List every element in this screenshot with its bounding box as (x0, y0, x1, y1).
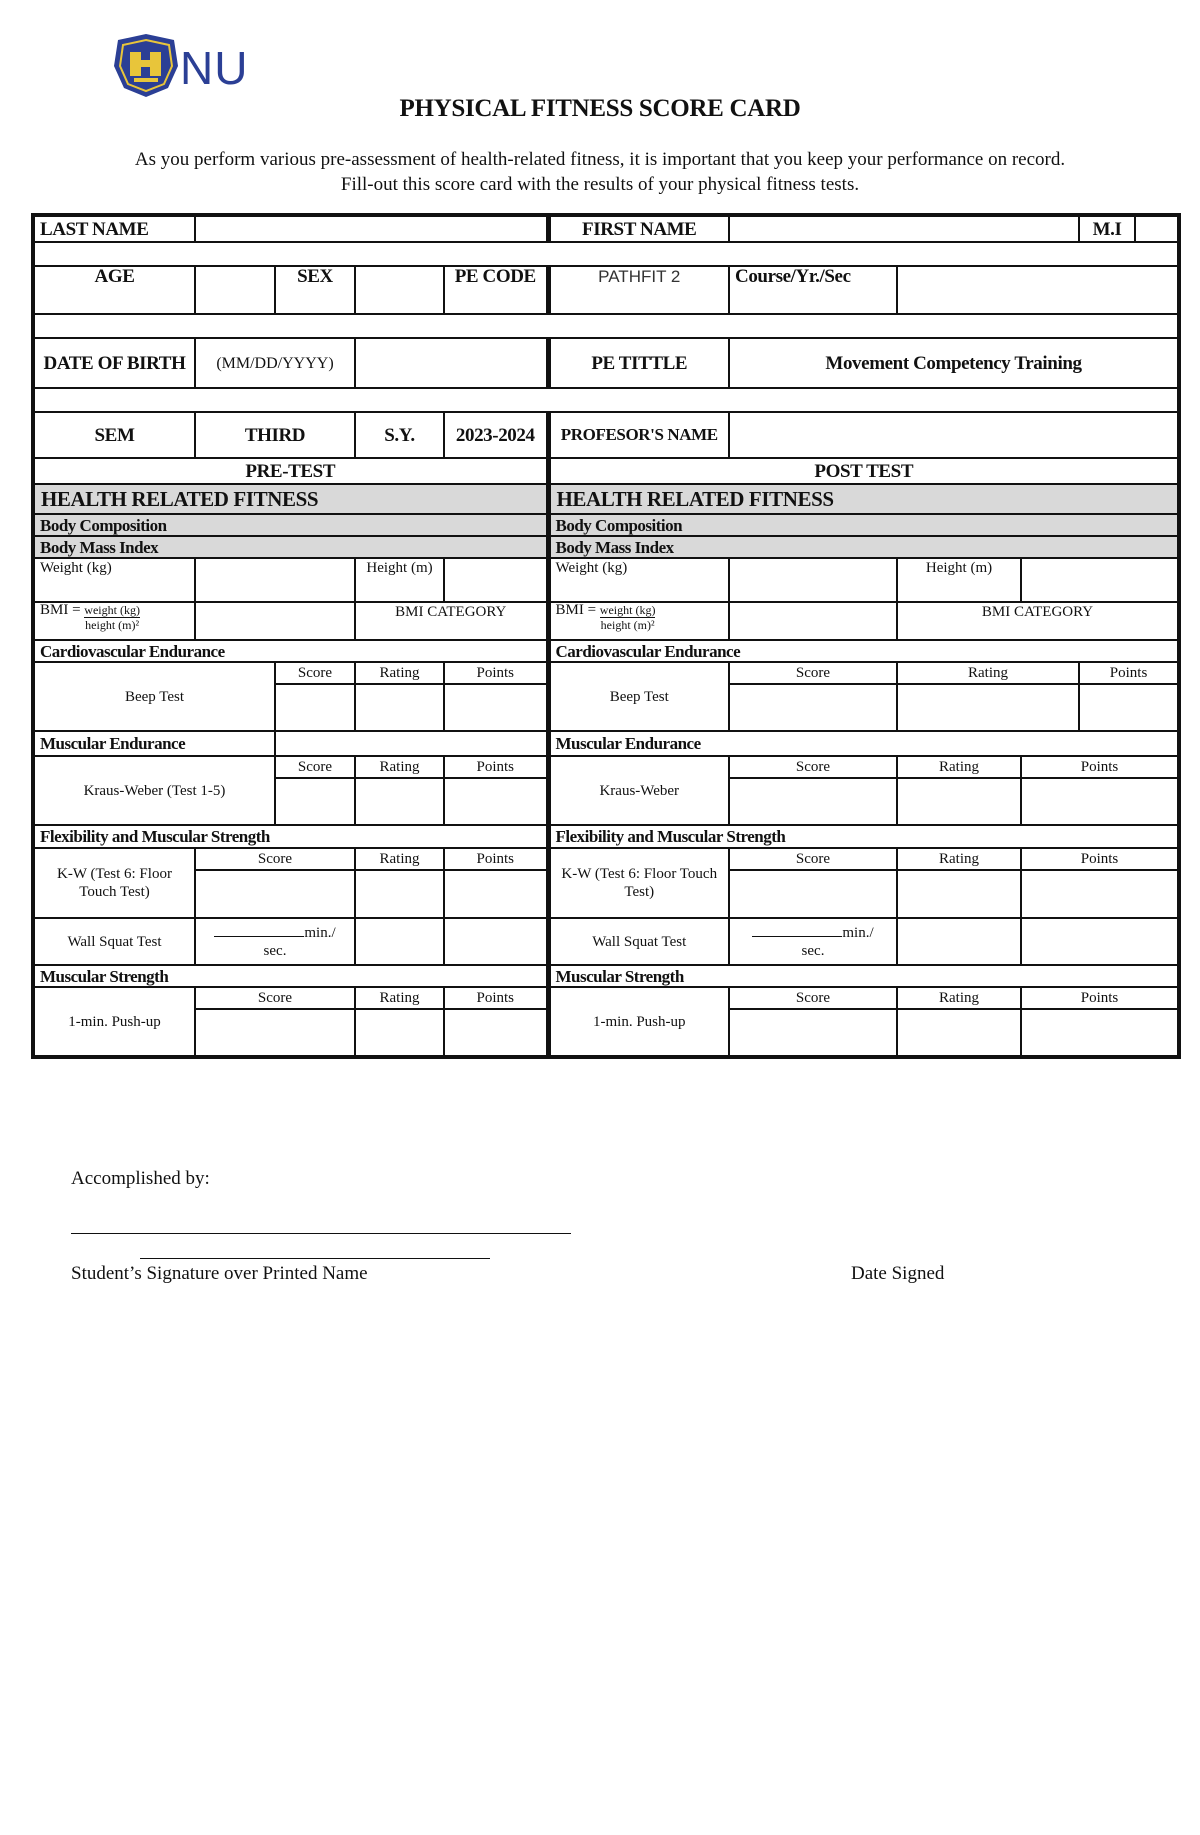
muscular-strength-heading-post: Muscular Strength (548, 965, 1179, 987)
rating-header: Rating (897, 987, 1021, 1009)
wall-squat-label-post: Wall Squat Test (548, 918, 729, 965)
last-name-label: LAST NAME (33, 215, 195, 242)
rating-header: Rating (355, 662, 444, 684)
kraus-weber-label-pre: Kraus-Weber (Test 1-5) (33, 756, 275, 825)
wall-squat-points-post[interactable] (1021, 918, 1179, 965)
dob-format[interactable]: (MM/DD/YYYY) (195, 338, 355, 388)
muscular-strength-heading-pre: Muscular Strength (33, 965, 548, 987)
blank-line (752, 923, 842, 937)
wall-squat-rating-post[interactable] (897, 918, 1021, 965)
professor-field[interactable] (729, 412, 1179, 458)
beep-points-post[interactable] (1079, 684, 1179, 731)
spacer-row (33, 314, 1179, 338)
health-heading-pre: HEALTH RELATED FITNESS (33, 484, 548, 514)
sy-label: S.Y. (355, 412, 444, 458)
weight-label-pre: Weight (kg) (33, 558, 195, 602)
accomplished-by-label: Accomplished by: (71, 1168, 210, 1189)
score-header: Score (729, 756, 897, 778)
mi-label: M.I (1079, 215, 1135, 242)
pe-code-label: PE CODE (444, 266, 548, 314)
logo-text: NU (180, 42, 249, 94)
age-field[interactable] (195, 266, 275, 314)
push-up-label-pre: 1-min. Push-up (33, 987, 195, 1057)
points-header: Points (1079, 662, 1179, 684)
push-up-score-pre[interactable] (195, 1009, 355, 1057)
pe-title-value: Movement Competency Training (729, 338, 1179, 388)
kw-rating-post[interactable] (897, 778, 1021, 825)
beep-points-pre[interactable] (444, 684, 548, 731)
bmi-field-post[interactable] (729, 602, 897, 640)
points-header: Points (1021, 987, 1179, 1009)
weight-field-pre[interactable] (195, 558, 355, 602)
sec-unit: sec. (801, 943, 825, 959)
course-field[interactable] (897, 266, 1179, 314)
score-header: Score (729, 662, 897, 684)
last-name-field[interactable] (195, 215, 548, 242)
push-up-rating-post[interactable] (897, 1009, 1021, 1057)
flexibility-heading-post: Flexibility and Muscular Strength (548, 825, 1179, 848)
beep-test-label-pre: Beep Test (33, 662, 275, 731)
kw-score-post[interactable] (729, 778, 897, 825)
points-header: Points (444, 662, 548, 684)
height-label-pre: Height (m) (355, 558, 444, 602)
pre-test-heading: PRE-TEST (33, 458, 548, 484)
floor-rating-post[interactable] (897, 870, 1021, 918)
height-field-post[interactable] (1021, 558, 1179, 602)
signature-label: Student’s Signature over Printed Name (71, 1263, 368, 1284)
pe-code-value: PATHFIT 2 (548, 266, 729, 314)
beep-score-post[interactable] (729, 684, 897, 731)
spacer-row (33, 242, 1179, 266)
page-title: PHYSICAL FITNESS SCORE CARD (399, 95, 801, 122)
first-name-field[interactable] (729, 215, 1079, 242)
kw-points-post[interactable] (1021, 778, 1179, 825)
spacer-cell (275, 731, 548, 756)
wall-squat-score-post[interactable] (729, 918, 897, 965)
sec-unit: sec. (263, 943, 287, 959)
min-unit: min./ (842, 925, 874, 941)
push-up-points-pre[interactable] (444, 1009, 548, 1057)
spacer-row (33, 388, 1179, 412)
rating-header: Rating (355, 756, 444, 778)
blank-line (214, 923, 304, 937)
push-up-score-post[interactable] (729, 1009, 897, 1057)
signature-line[interactable] (71, 1233, 571, 1234)
wall-squat-points-pre[interactable] (444, 918, 548, 965)
score-header: Score (275, 756, 355, 778)
sex-field[interactable] (355, 266, 444, 314)
wall-squat-label-pre: Wall Squat Test (33, 918, 195, 965)
bmi-heading-post: Body Mass Index (548, 536, 1179, 558)
score-header: Score (729, 987, 897, 1009)
kw-floor-label-pre: K-W (Test 6: Floor Touch Test) (33, 848, 195, 918)
rating-header: Rating (897, 756, 1021, 778)
cardio-heading-post: Cardiovascular Endurance (548, 640, 1179, 662)
score-header: Score (195, 987, 355, 1009)
beep-test-label-post: Beep Test (548, 662, 729, 731)
sem-value: THIRD (195, 412, 355, 458)
points-header: Points (1021, 756, 1179, 778)
points-header: Points (1021, 848, 1179, 870)
sem-label: SEM (33, 412, 195, 458)
sy-value: 2023-2024 (444, 412, 548, 458)
body-comp-pre: Body Composition (33, 514, 548, 536)
floor-points-pre[interactable] (444, 870, 548, 918)
push-up-points-post[interactable] (1021, 1009, 1179, 1057)
signature-line-secondary (140, 1258, 490, 1259)
bmi-heading-pre: Body Mass Index (33, 536, 548, 558)
age-label: AGE (33, 266, 195, 314)
rating-header: Rating (355, 987, 444, 1009)
professor-label: PROFESOR'S NAME (548, 412, 729, 458)
bmi-category-pre: BMI CATEGORY (355, 602, 548, 640)
wall-squat-rating-pre[interactable] (355, 918, 444, 965)
height-field-pre[interactable] (444, 558, 548, 602)
kw-floor-label-post: K-W (Test 6: Floor Touch Test) (548, 848, 729, 918)
push-up-rating-pre[interactable] (355, 1009, 444, 1057)
floor-score-pre[interactable] (195, 870, 355, 918)
floor-score-post[interactable] (729, 870, 897, 918)
score-card-table (31, 213, 1181, 1059)
dob-field[interactable] (355, 338, 548, 388)
muscular-endurance-heading-post: Muscular Endurance (548, 731, 1179, 756)
bmi-field-pre[interactable] (195, 602, 355, 640)
bmi-denominator: height (m)² (600, 618, 655, 632)
bmi-denominator: height (m)² (85, 618, 140, 632)
course-label: Course/Yr./Sec (729, 266, 897, 314)
bmi-category-post: BMI CATEGORY (897, 602, 1179, 640)
body-comp-post: Body Composition (548, 514, 1179, 536)
rating-header: Rating (897, 848, 1021, 870)
points-header: Points (444, 987, 548, 1009)
floor-points-post[interactable] (1021, 870, 1179, 918)
date-signed-label: Date Signed (851, 1263, 945, 1284)
bmi-numerator: weight (kg) (84, 603, 140, 617)
post-test-heading: POST TEST (548, 458, 1179, 484)
dob-label: DATE OF BIRTH (33, 338, 195, 388)
beep-rating-pre[interactable] (355, 684, 444, 731)
rating-header: Rating (355, 848, 444, 870)
score-header: Score (275, 662, 355, 684)
kw-points-pre[interactable] (444, 778, 548, 825)
first-name-label: FIRST NAME (548, 215, 729, 242)
weight-field-post[interactable] (729, 558, 897, 602)
wall-squat-score-pre[interactable] (195, 918, 355, 965)
bmi-numerator: weight (kg) (599, 603, 656, 617)
beep-rating-post[interactable] (897, 684, 1079, 731)
bmi-lhs: BMI = (555, 602, 597, 618)
muscular-endurance-heading-pre: Muscular Endurance (33, 731, 275, 756)
sex-label: SEX (275, 266, 355, 314)
min-unit: min./ (304, 925, 336, 941)
intro-line-1: As you perform various pre-assessment of health-related fitness, it is important that you keep your performance on record. (134, 149, 1066, 170)
mi-field[interactable] (1135, 215, 1179, 242)
floor-rating-pre[interactable] (355, 870, 444, 918)
intro-line-2: Fill-out this score card with the results of your physical fitness tests. (340, 174, 860, 195)
cardio-heading-pre: Cardiovascular Endurance (33, 640, 548, 662)
height-label-post: Height (m) (897, 558, 1021, 602)
pe-title-label: PE TITTLE (548, 338, 729, 388)
rating-header: Rating (897, 662, 1079, 684)
intro-text (0, 147, 1200, 197)
points-header: Points (444, 756, 548, 778)
weight-label-post: Weight (kg) (548, 558, 729, 602)
kraus-weber-label-post: Kraus-Weber (548, 756, 729, 825)
bmi-formula-post (548, 602, 729, 640)
beep-score-pre[interactable] (275, 684, 355, 731)
health-heading-post: HEALTH RELATED FITNESS (548, 484, 1179, 514)
points-header: Points (444, 848, 548, 870)
flexibility-heading-pre: Flexibility and Muscular Strength (33, 825, 548, 848)
bmi-lhs: BMI = (40, 602, 81, 618)
kw-score-pre[interactable] (275, 778, 355, 825)
score-header: Score (729, 848, 897, 870)
bmi-formula-pre (33, 602, 195, 640)
score-header: Score (195, 848, 355, 870)
push-up-label-post: 1-min. Push-up (548, 987, 729, 1057)
kw-rating-pre[interactable] (355, 778, 444, 825)
